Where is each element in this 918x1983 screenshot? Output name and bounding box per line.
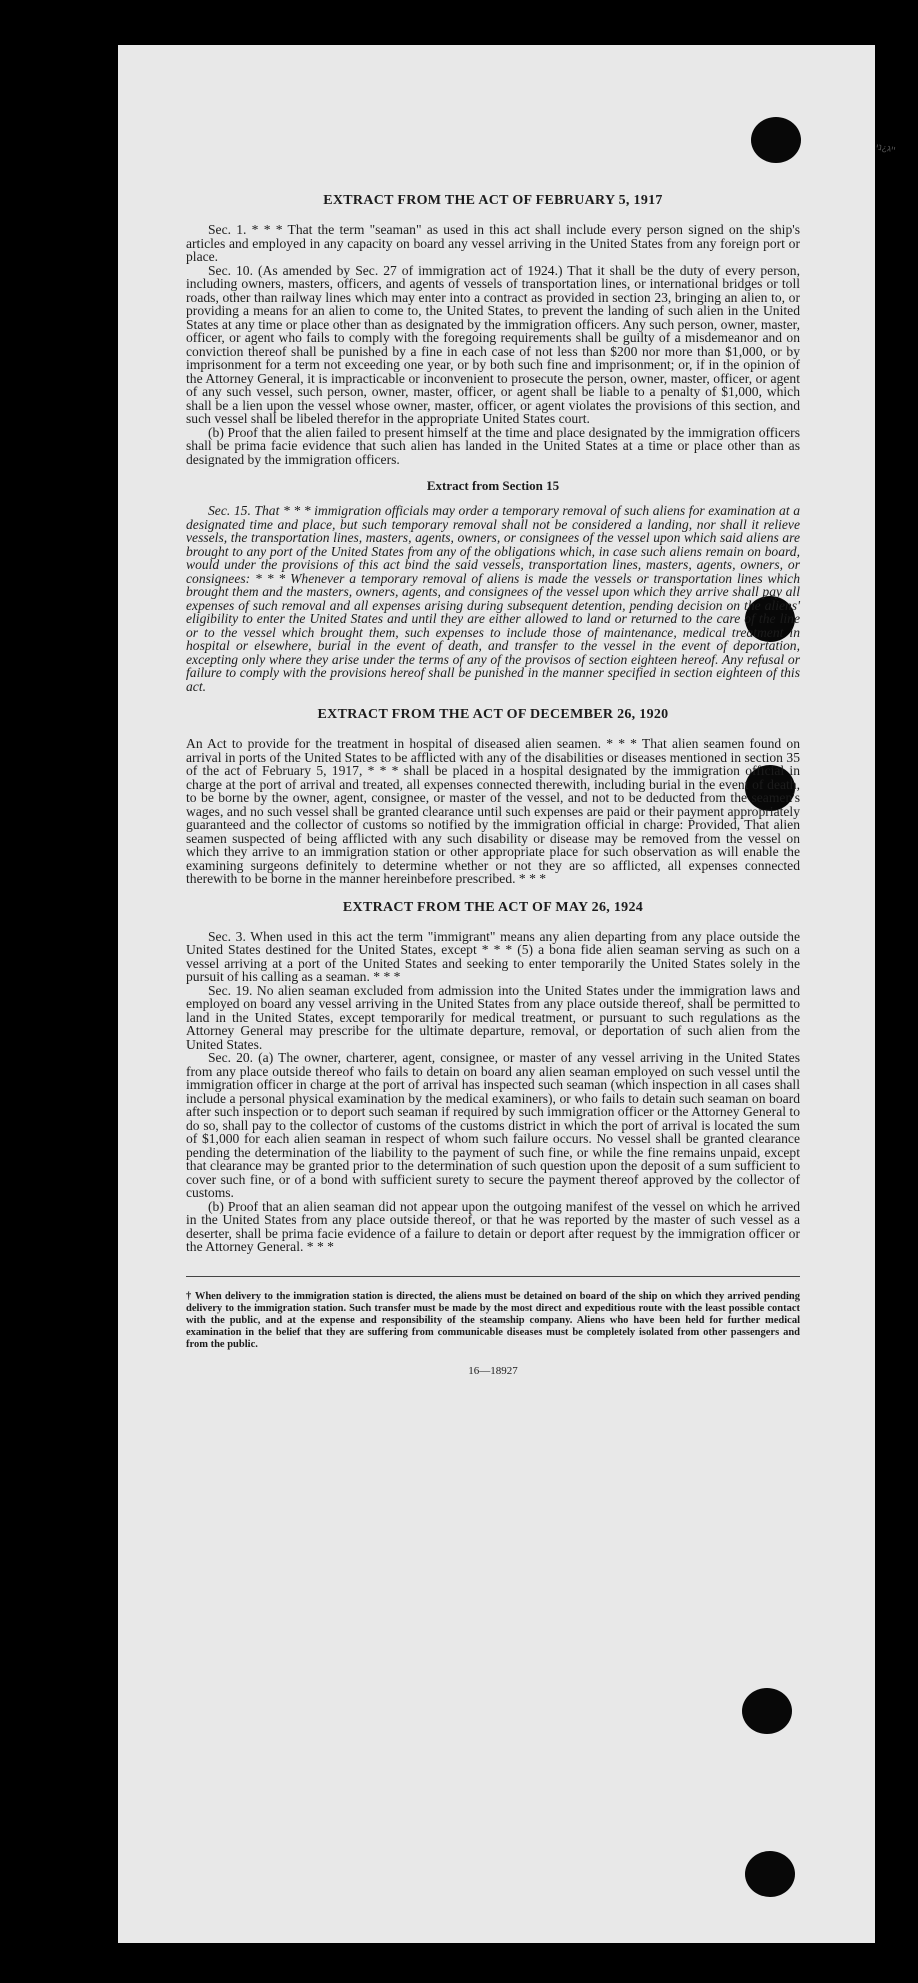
footnote-divider (186, 1276, 800, 1277)
paragraph: An Act to provide for the treatment in hospital of diseased alien seamen. * * * That alien seamen found on arrival in ports of the United States to be afflicted with any of the disabilities or diseases mentioned in section 35 of the act of February 5, 1917, * * * shall be placed in a hospital designated by the immigration official in charge at the port of arrival and treated, all expenses connected therewith, including burial in the event of death, to be borne by the owner, agent, consignee, or master of the vessel, and not to be deducted from the seamen's wages, and no such vessel shall be granted clearance until such expenses are paid or their payment appropriately guaranteed and the collector of customs so notified by the immigration official in charge: Provided, That alien seamen suspected of being afflicted with any such disability or disease may be removed from the vessel on which they arrive to an immigration station or other appropriate place for such observation as will enable the examining surgeons definitely to determine whether or not they are so afflicted, all expenses connected therewith to be borne in the manner hereinbefore prescribed. * * * (186, 736, 800, 886)
section-subheading: Extract from Section 15 (426, 478, 560, 493)
document-body (186, 193, 800, 1378)
paragraph: Sec. 20. (a) The owner, charterer, agent, consignee, or master of any vessel arriving in the United States from any place outside thereof who fails to detain on board any alien seaman employed on such vessel until the immigration officer in charge at the port of arrival has inspected such seaman (which inspection in all cases shall include a personal physical examination by the medical examiners), or who fails to detain such seaman on board after such inspection or to deport such seaman if required by such immigration officer or the Attorney General to do so, shall pay to the collector of customs of the customs district in which the port of arrival is located the sum of $1,000 for each alien seaman in respect of whom such failure occurs. No vessel shall be granted clearance pending the determination of the liability to the payment of such fine, or while the fine remains unpaid, except that clearance may be granted prior to the determination of such question upon the deposit of a sum sufficient to cover such fine, or of a bond with sufficient surety to secure the payment thereof approved by the collector of customs. (186, 1050, 800, 1200)
document-page (118, 45, 897, 1943)
paragraph: Sec. 3. When used in this act the term "immigrant" means any alien departing from any place outside the United States destined for the United States, except * * * (5) a bona fide alien seaman serving as such on a vessel arriving at a port of the United States and seeking to enter temporarily the United States solely in the pursuit of his calling as a seaman. * * * (186, 928, 800, 984)
corner-stamp: ײג¿ני (875, 141, 897, 155)
paragraph: (b) Proof that the alien failed to present himself at the time and place designated by the immigration officers shall be prima facie evidence that such alien has landed in the United States at a time or place other than as designated by the immigration officers. (186, 424, 800, 467)
footnote: † When delivery to the immigration station is directed, the aliens must be detained on board of the ship on which they arrived pending delivery to the immigration station. Such transfer must be made by the most direct and expeditious route with the least possible contact with the public, and at the expense and responsibility of the steamship company. Aliens who have been held for further medical examination in the belief that they are suffering from communicable diseases must be completely isolated from other passengers and from the public. (186, 1290, 800, 1350)
paragraph: Sec. 1. * * * That the term "seaman" as used in this act shall include every person signed on the ship's articles and employed in any capacity on board any vessel arriving in the United States from any foreign port or place. (186, 222, 800, 264)
form-number: 16—18927 (468, 1364, 518, 1377)
punch-hole (745, 1851, 795, 1897)
punch-hole (742, 1688, 792, 1734)
section-heading: EXTRACT FROM THE ACT OF DECEMBER 26, 1920 (317, 707, 669, 722)
section-heading: EXTRACT FROM THE ACT OF MAY 26, 1924 (342, 899, 644, 915)
paragraph: (b) Proof that an alien seaman did not appear upon the outgoing manifest of the vessel on which he arrived in the United States from any place outside thereof, or that he was reported by the master of such vessel as a deserter, shall be prima facie evidence of a failure to detain or deport after request by the immigration officer or the Attorney General. * * * (186, 1198, 800, 1254)
punch-hole (751, 117, 801, 163)
paragraph: Sec. 15. That * * * immigration officials may order a temporary removal of such aliens for examination at a designated time and place, but such temporary removal shall not be considered a landing, nor shall it relieve vessels, the transportation lines, masters, agents, owners, or consignees of the vessel upon which said aliens are brought to any port of the United States from any of the obligations which, in case such aliens remain on board, would under the provisions of this act bind the said vessels, transportation lines, masters, agents, owners, or consignees: * * * Whenever a temporary removal of aliens is made the vessels or transportation lines which brought them and the masters, owners, agents, and consignees of the vessel upon which they arrive shall pay all expenses of such removal and all expenses arising during subsequent detention, pending decision on the aliens' eligibility to enter the United States and until they are either allowed to land or returned to the care of the line or to the vessel which brought them, such expenses to include those of maintenance, medical treatment in hospital or elsewhere, burial in the event of death, and transfer to the vessel in the event of deportation, excepting only where they arise under the terms of any of the provisos of section eighteen hereof. Any refusal or failure to comply with the provisions hereof shall be punished in the manner specified in section eighteen of this act. (186, 503, 800, 694)
section-heading: EXTRACT FROM THE ACT OF FEBRUARY 5, 1917 (323, 193, 663, 208)
paragraph: Sec. 19. No alien seaman excluded from admission into the United States under the immigration laws and employed on board any vessel arriving in the United States from any place outside thereof, shall be permitted to land in the United States, except temporarily for medical treatment, or pursuant to such regulations as the Attorney General may prescribe for the ultimate departure, removal, or deportation of such alien from the United States. (186, 982, 800, 1052)
paragraph: Sec. 10. (As amended by Sec. 27 of immigration act of 1924.) That it shall be the duty of every person, including owners, masters, officers, and agents of vessels of transportation lines, or international bridges or toll roads, other than railway lines which may enter into a contract as provided in section 23, bringing an alien to, or providing a means for an alien to come to, the United States, to prevent the landing of such alien in the United States at any time or place other than as designated by the immigration officers. Any such person, owner, master, officer, or agent who fails to comply with the foregoing requirements shall be guilty of a misdemeanor and on conviction thereof shall be punished by a fine in each case of not less than $200 nor more than $1,000, or by imprisonment for a term not exceeding one year, or by both such fine and imprisonment; or, if in the opinion of the Attorney General, it is impracticable or inconvenient to prosecute the person, owner, master, officer, or agent of any such vessel, such person, owner, master, officer, or agent shall be liable to a penalty of $1,000, which shall be a lien upon the vessel whose owner, master, officer, or agent violates the provisions of this section, and such vessel shall be libeled therefor in the appropriate United States court. (186, 262, 800, 426)
